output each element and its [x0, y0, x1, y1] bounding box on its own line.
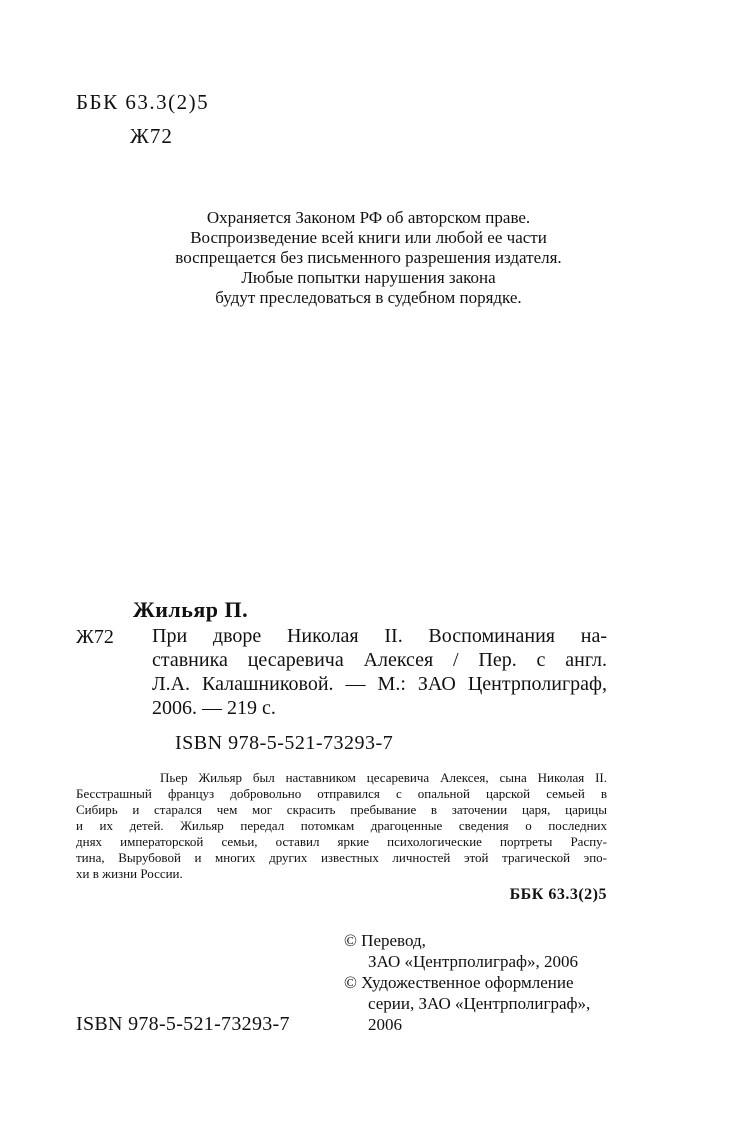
copyright-line: Любые попытки нарушения закона	[241, 268, 496, 287]
annotation-line: и их детей. Жильяр передал потомкам драгоценные сведения о последних	[76, 818, 607, 833]
credit-line: 2006	[368, 1015, 402, 1034]
annotation-line: Пьер Жильяр был наставником цесаревича Алексея, сына Николая II.	[160, 770, 607, 785]
biblio-line: ставника цесаревича Алексея / Пер. с англ.	[152, 649, 607, 671]
credits	[344, 930, 590, 1035]
bibliographic-description	[152, 624, 607, 720]
copyright-line: Воспроизведение всей книги или любой ее части	[190, 228, 547, 247]
annotation-line: Бесстрашный француз добровольно отправился с опальной царской семьей в	[76, 786, 607, 801]
biblio-line: 2006. — 219 с.	[152, 697, 276, 719]
author-code: Ж72	[76, 626, 114, 648]
copyright-notice	[0, 208, 737, 308]
bbk-index-bottom: ББК 63.3(2)5	[509, 886, 607, 903]
annotation-line: Сибирь и старался чем мог скрасить пребывание в заточении царя, царицы	[76, 802, 607, 817]
annotation	[76, 770, 607, 882]
copyright-line: Охраняется Законом РФ об авторском праве.	[206, 208, 531, 227]
credit-line: ЗАО «Центрполиграф», 2006	[368, 952, 579, 971]
biblio-line: При дворе Николая II. Воспоминания на-	[152, 625, 607, 647]
annotation-line: тина, Вырубовой и многих других известных личностей этой трагической эпо-	[76, 850, 607, 865]
credit-line: серии, ЗАО «Центрполиграф»,	[368, 994, 591, 1013]
copyright-line: воспрещается без письменного разрешения издателя.	[175, 248, 562, 267]
isbn-bottom: ISBN 978-5-521-73293-7	[76, 1013, 290, 1035]
credit-line: © Художественное оформление	[344, 973, 574, 992]
annotation-line: днях императорской семьи, оставил яркие психологические портреты Распу-	[76, 834, 607, 849]
credit-line: © Перевод,	[344, 931, 426, 950]
author-code-top: Ж72	[130, 124, 173, 148]
annotation-line: хи в жизни России.	[76, 866, 183, 881]
isbn-main: ISBN 978-5-521-73293-7	[175, 732, 394, 754]
bbk-index-top: ББК 63.3(2)5	[76, 90, 210, 114]
biblio-line: Л.А. Калашниковой. — М.: ЗАО Центрполиграф,	[152, 673, 607, 695]
author-name: Жильяр П.	[133, 597, 249, 622]
copyright-line: будут преследоваться в судебном порядке.	[215, 288, 522, 307]
